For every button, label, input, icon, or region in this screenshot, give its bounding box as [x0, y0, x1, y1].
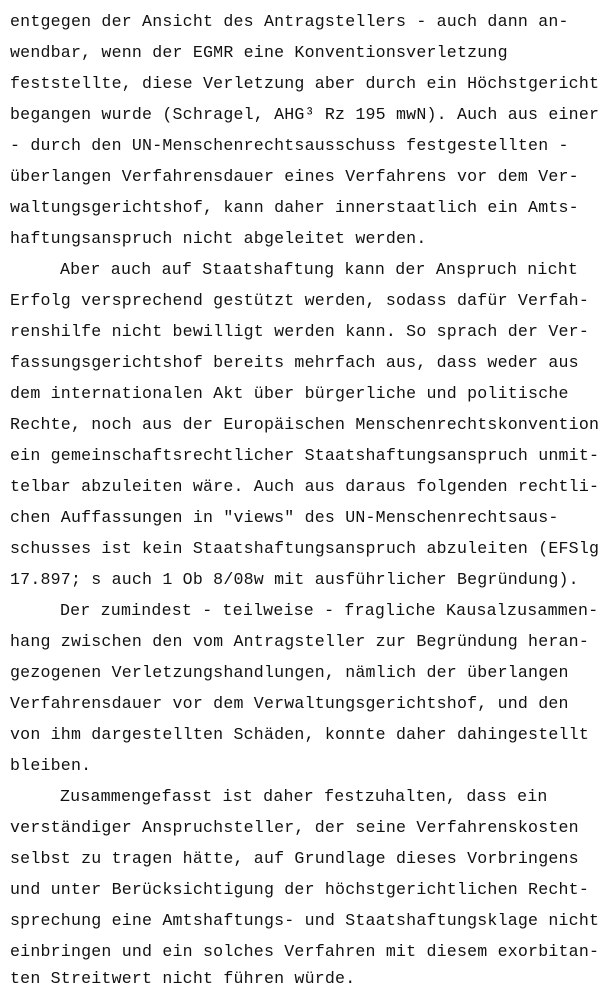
text-line: ten Streitwert nicht führen würde. — [10, 969, 356, 988]
text-line: selbst zu tragen hätte, auf Grundlage dieses Vorbringens — [10, 849, 579, 868]
text-line: 17.897; s auch 1 Ob 8/08w mit ausführlicher Begründung). — [10, 570, 579, 589]
text-line: chen Auffassungen in "views" des UN-Menschenrechtsaus- — [10, 508, 559, 527]
text-line: telbar abzuleiten wäre. Auch aus daraus folgenden rechtli- — [10, 477, 600, 496]
text-line: ein gemeinschaftsrechtlicher Staatshaftungsanspruch unmit- — [10, 446, 600, 465]
text-line: Rechte, noch aus der Europäischen Menschenrechtskonvention — [10, 415, 600, 434]
text-line: Verfahrensdauer vor dem Verwaltungsgerichtshof, und den — [10, 694, 569, 713]
text-line: dem internationalen Akt über bürgerliche und politische — [10, 384, 569, 403]
text-line: schusses ist kein Staatshaftungsanspruch abzuleiten (EFSlg — [10, 539, 600, 558]
text-line: Erfolg versprechend gestützt werden, sodass dafür Verfah- — [10, 291, 589, 310]
text-line: fassungsgerichtshof bereits mehrfach aus, dass weder aus — [10, 353, 579, 372]
text-line: bleiben. — [10, 756, 92, 775]
text-line: wendbar, wenn der EGMR eine Konventionsverletzung — [10, 43, 508, 62]
text-line: von ihm dargestellten Schäden, konnte daher dahingestellt — [10, 725, 589, 744]
text-line: renshilfe nicht bewilligt werden kann. So sprach der Ver- — [10, 322, 589, 341]
paragraph-first-line: Der zumindest - teilweise - fragliche Kausalzusammen- — [60, 601, 599, 620]
paragraph-first-line: Aber auch auf Staatshaftung kann der Anspruch nicht — [60, 260, 579, 279]
text-line: überlangen Verfahrensdauer eines Verfahrens vor dem Ver- — [10, 167, 579, 186]
text-line: begangen wurde (Schragel, AHG³ Rz 195 mwN). Auch aus einer — [10, 105, 600, 124]
text-line: einbringen und ein solches Verfahren mit diesem exorbitan- — [10, 942, 600, 961]
text-line: gezogenen Verletzungshandlungen, nämlich der überlangen — [10, 663, 569, 682]
text-line: waltungsgerichtshof, kann daher innerstaatlich ein Amts- — [10, 198, 579, 217]
text-line: haftungsanspruch nicht abgeleitet werden. — [10, 229, 427, 248]
text-line: und unter Berücksichtigung der höchstgerichtlichen Recht- — [10, 880, 589, 899]
text-line: hang zwischen den vom Antragsteller zur Begründung heran- — [10, 632, 589, 651]
text-line: - durch den UN-Menschenrechtsausschuss festgestellten - — [10, 136, 569, 155]
paragraph-first-line: Zusammengefasst ist daher festzuhalten, dass ein — [60, 787, 548, 806]
text-line: entgegen der Ansicht des Antragstellers - auch dann an- — [10, 12, 569, 31]
text-line: verständiger Anspruchsteller, der seine Verfahrenskosten — [10, 818, 579, 837]
text-line: sprechung eine Amtshaftungs- und Staatshaftungsklage nicht — [10, 911, 600, 930]
text-line: feststellte, diese Verletzung aber durch ein Höchstgericht — [10, 74, 600, 93]
